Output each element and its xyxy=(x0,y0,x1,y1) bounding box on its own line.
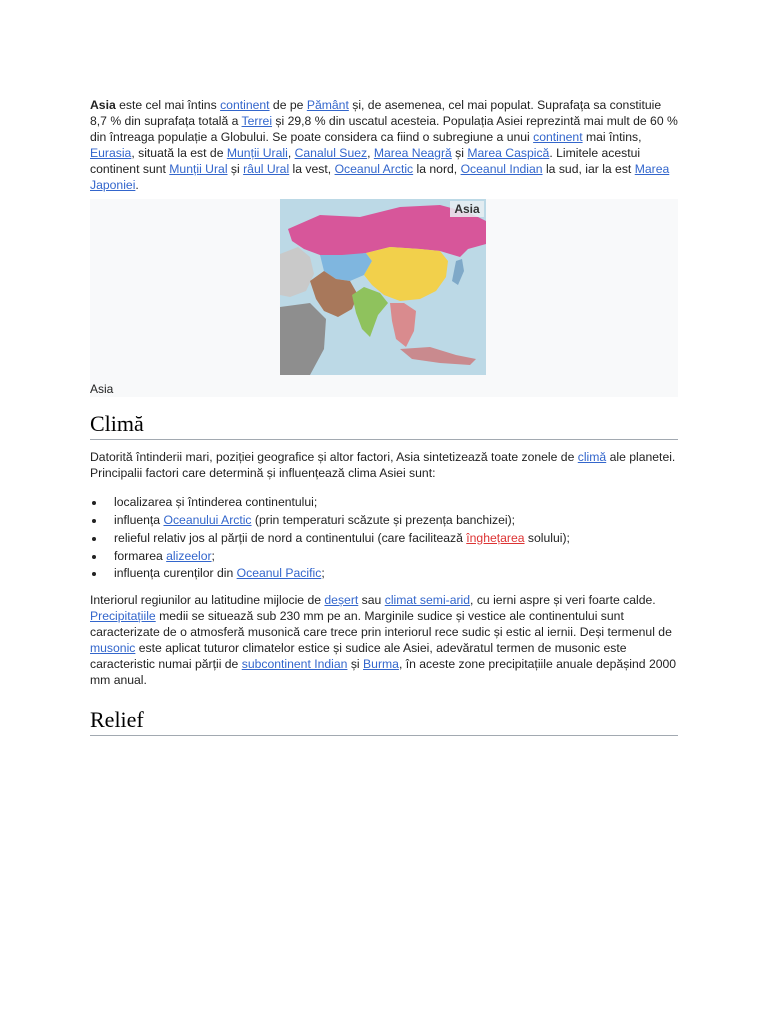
article-subject: Asia xyxy=(90,98,116,112)
link-oceanul-pacific[interactable]: Oceanul Pacific xyxy=(236,566,322,581)
link-continent-2[interactable]: continent xyxy=(533,129,583,144)
link-climat-semi-arid[interactable]: climat semi-arid xyxy=(384,593,471,608)
link-marea-neagra[interactable]: Marea Neagră xyxy=(373,145,452,160)
link-oceanului-arctic[interactable]: Oceanului Arctic xyxy=(163,513,252,528)
link-muntii-ural[interactable]: Munții Ural xyxy=(169,161,228,176)
link-burma[interactable]: Burma xyxy=(363,656,399,671)
map-figure xyxy=(90,199,678,397)
section-heading-clima: Climă xyxy=(90,411,678,440)
link-eurasia[interactable]: Eurasia xyxy=(90,145,132,160)
clima-factors-list xyxy=(90,494,678,583)
article xyxy=(90,98,678,736)
list-item: localizarea și întinderea continentului; xyxy=(90,494,678,512)
link-marea-japoniei[interactable]: Marea Japoniei xyxy=(90,161,670,192)
redlink-inghetarea[interactable]: înghețarea xyxy=(466,530,525,545)
link-oceanul-arctic[interactable]: Oceanul Arctic xyxy=(334,161,414,176)
link-subcontinent-indian[interactable]: subcontinent Indian xyxy=(241,656,348,671)
link-alizeelor[interactable]: alizeelor xyxy=(166,548,212,563)
link-canalul-suez[interactable]: Canalul Suez xyxy=(294,145,368,160)
intro-paragraph: Asia este cel mai întins continent de pe Pământ și, de asemenea, cel mai populat. Suprafața sa constituie 8,7 % din suprafața totală a Terrei și 29,8 % din uscatul acesteia. Populația Asiei reprezintă mai mult de 60 % din întreaga populație a Globului. Se poate considera ca fiind o subregiune a unui continent mai întins, Eurasia, situată la est de Munții Urali, Canalul Suez, Marea Neagră și Marea Caspică. Limitele acestui continent sunt Munții Ural și râul Ural la vest, Oceanul Arctic la nord, Oceanul Indian la sud, iar la est Marea Japoniei. xyxy=(90,98,678,192)
map-caption: Asia xyxy=(90,382,114,397)
link-desert[interactable]: deșert xyxy=(324,593,359,608)
link-marea-caspica[interactable]: Marea Caspică xyxy=(467,145,550,160)
list-item: relieful relativ jos al părții de nord a continentului (care facilitează înghețarea solului); xyxy=(90,530,678,548)
clima-paragraph-1: Datorită întinderii mari, poziției geografice și altor factori, Asia sintetizează toate zonele de climă ale planetei. Principalii factori care determină și influențează clima Asiei sunt: xyxy=(90,450,676,481)
link-continent[interactable]: continent xyxy=(220,98,270,112)
asia-map[interactable] xyxy=(280,199,486,375)
list-item: formarea alizeelor; xyxy=(90,548,678,566)
link-terrei[interactable]: Terrei xyxy=(241,113,273,128)
link-oceanul-indian[interactable]: Oceanul Indian xyxy=(460,161,543,176)
link-precipitatiile[interactable]: Precipitațiile xyxy=(90,609,156,624)
section-heading-relief: Relief xyxy=(90,707,678,736)
map-label: Asia xyxy=(454,202,480,217)
link-clima[interactable]: climă xyxy=(577,450,607,465)
link-muntii-urali[interactable]: Munții Urali xyxy=(226,145,288,160)
list-item: influența curenților din Oceanul Pacific; xyxy=(90,565,678,583)
list-item: influența Oceanului Arctic (prin temperaturi scăzute și prezența banchizei); xyxy=(90,512,678,530)
clima-paragraph-2: Interiorul regiunilor au latitudine mijlocie de deșert sau climat semi-arid, cu ierni aspre și veri foarte calde. Precipitațiile medii se situează sub 230 mm pe an. Marginile sudice și vestice ale continentului sunt caracterizate de o atmosferă musonică care trece prin interiorul rece sudic și estic al iernii. Deși termenul de musonic este aplicat tuturor climatelor estice și sudice ale Asiei, adevăratul termen de musonic este caracteristic numai părții de subcontinent Indian și Burma, în aceste zone precipitațiile anuale depășind 2000 mm anual. xyxy=(90,593,677,687)
link-pamant[interactable]: Pământ xyxy=(306,98,349,112)
link-raul-ural[interactable]: râul Ural xyxy=(243,161,290,176)
link-musonic[interactable]: musonic xyxy=(90,640,136,655)
